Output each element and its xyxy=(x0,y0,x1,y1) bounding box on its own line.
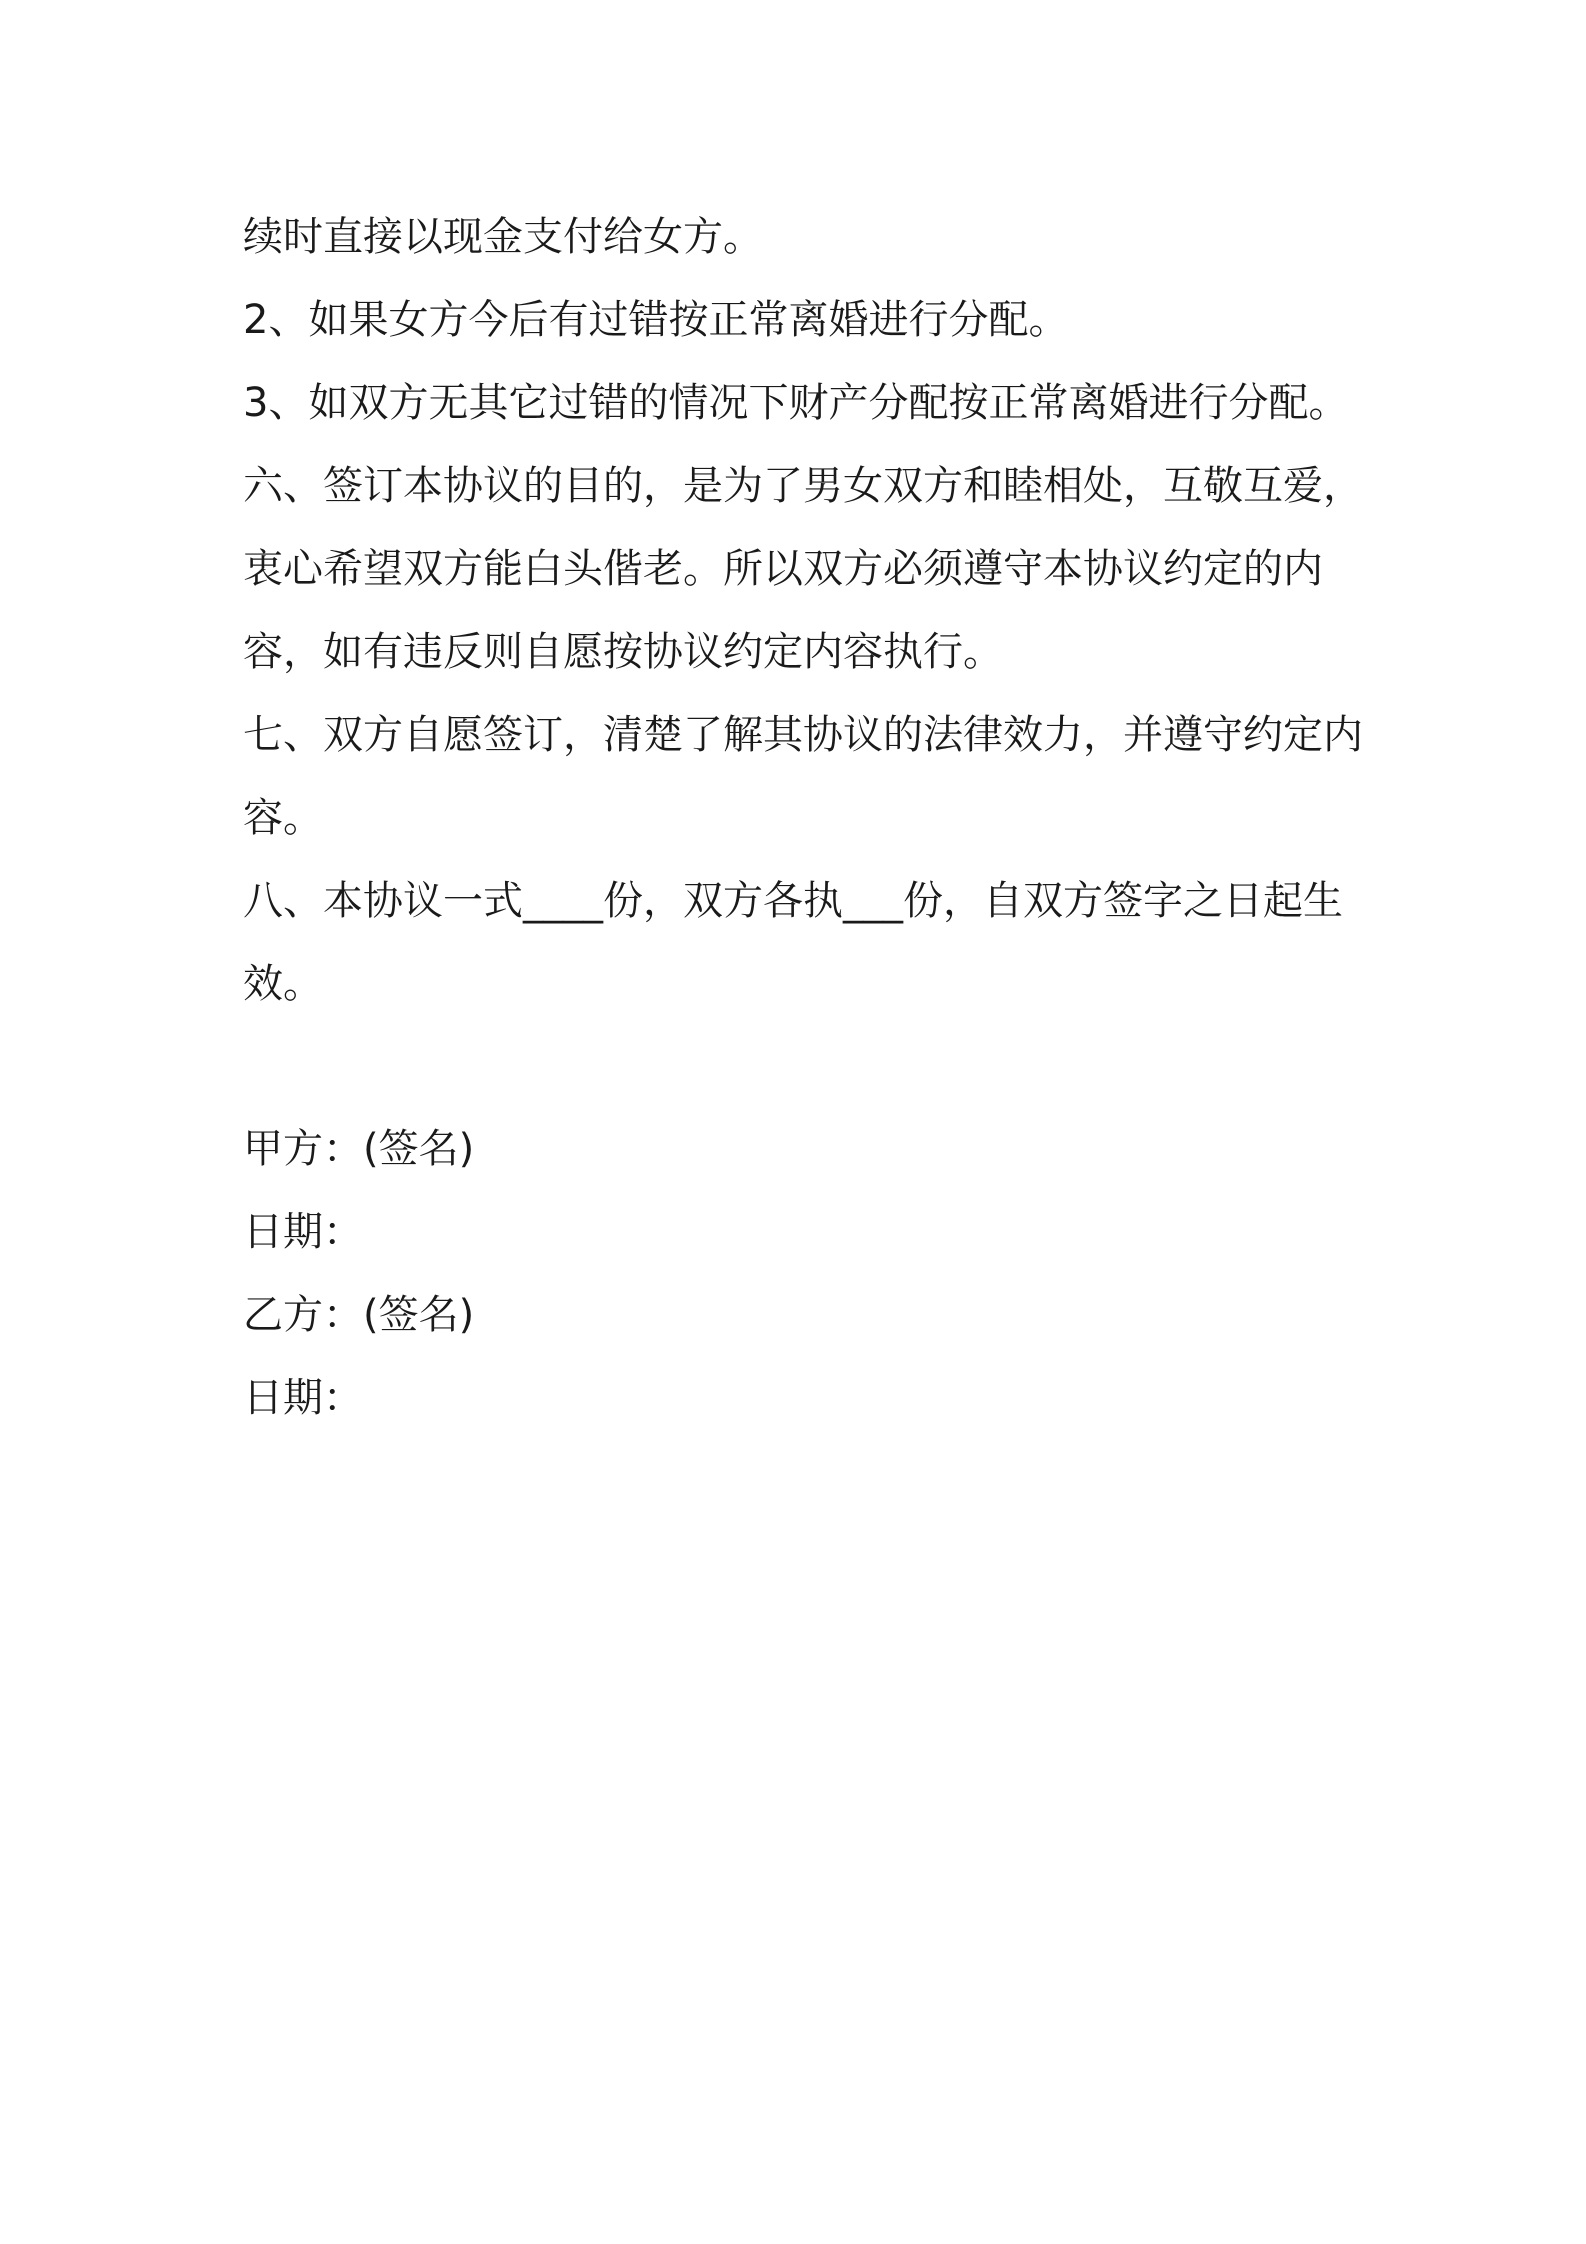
paragraph-article-7: 七、双方自愿签订，清楚了解其协议的法律效力，并遵守约定内容。 xyxy=(243,712,1363,841)
paragraph-clause-2: 2、如果女方今后有过错按正常离婚进行分配。 xyxy=(243,297,1069,343)
paragraph-clause-3: 3、如双方无其它过错的情况下财产分配按正常离婚进行分配。 xyxy=(243,380,1349,426)
paragraph-continuation: 续时直接以现金支付给女方。 xyxy=(243,214,763,260)
party-b-signature-line: 乙方：(签名) xyxy=(243,1292,475,1338)
agreement-body xyxy=(243,196,1393,1026)
party-a-signature-line: 甲方：(签名) xyxy=(243,1126,475,1172)
paragraph-article-8: 八、本协议一式____份，双方各执___份，自双方签字之日起生效。 xyxy=(243,878,1343,1007)
signature-block xyxy=(243,1108,474,1440)
paragraph-article-6: 六、签订本协议的目的，是为了男女双方和睦相处，互敬互爱，衷心希望双方能白头偕老。所以双方必须遵守本协议约定的内容，如有违反则自愿按协议约定内容执行。 xyxy=(243,463,1363,675)
party-b-date-line: 日期： xyxy=(243,1375,363,1421)
party-a-date-line: 日期： xyxy=(243,1209,363,1255)
